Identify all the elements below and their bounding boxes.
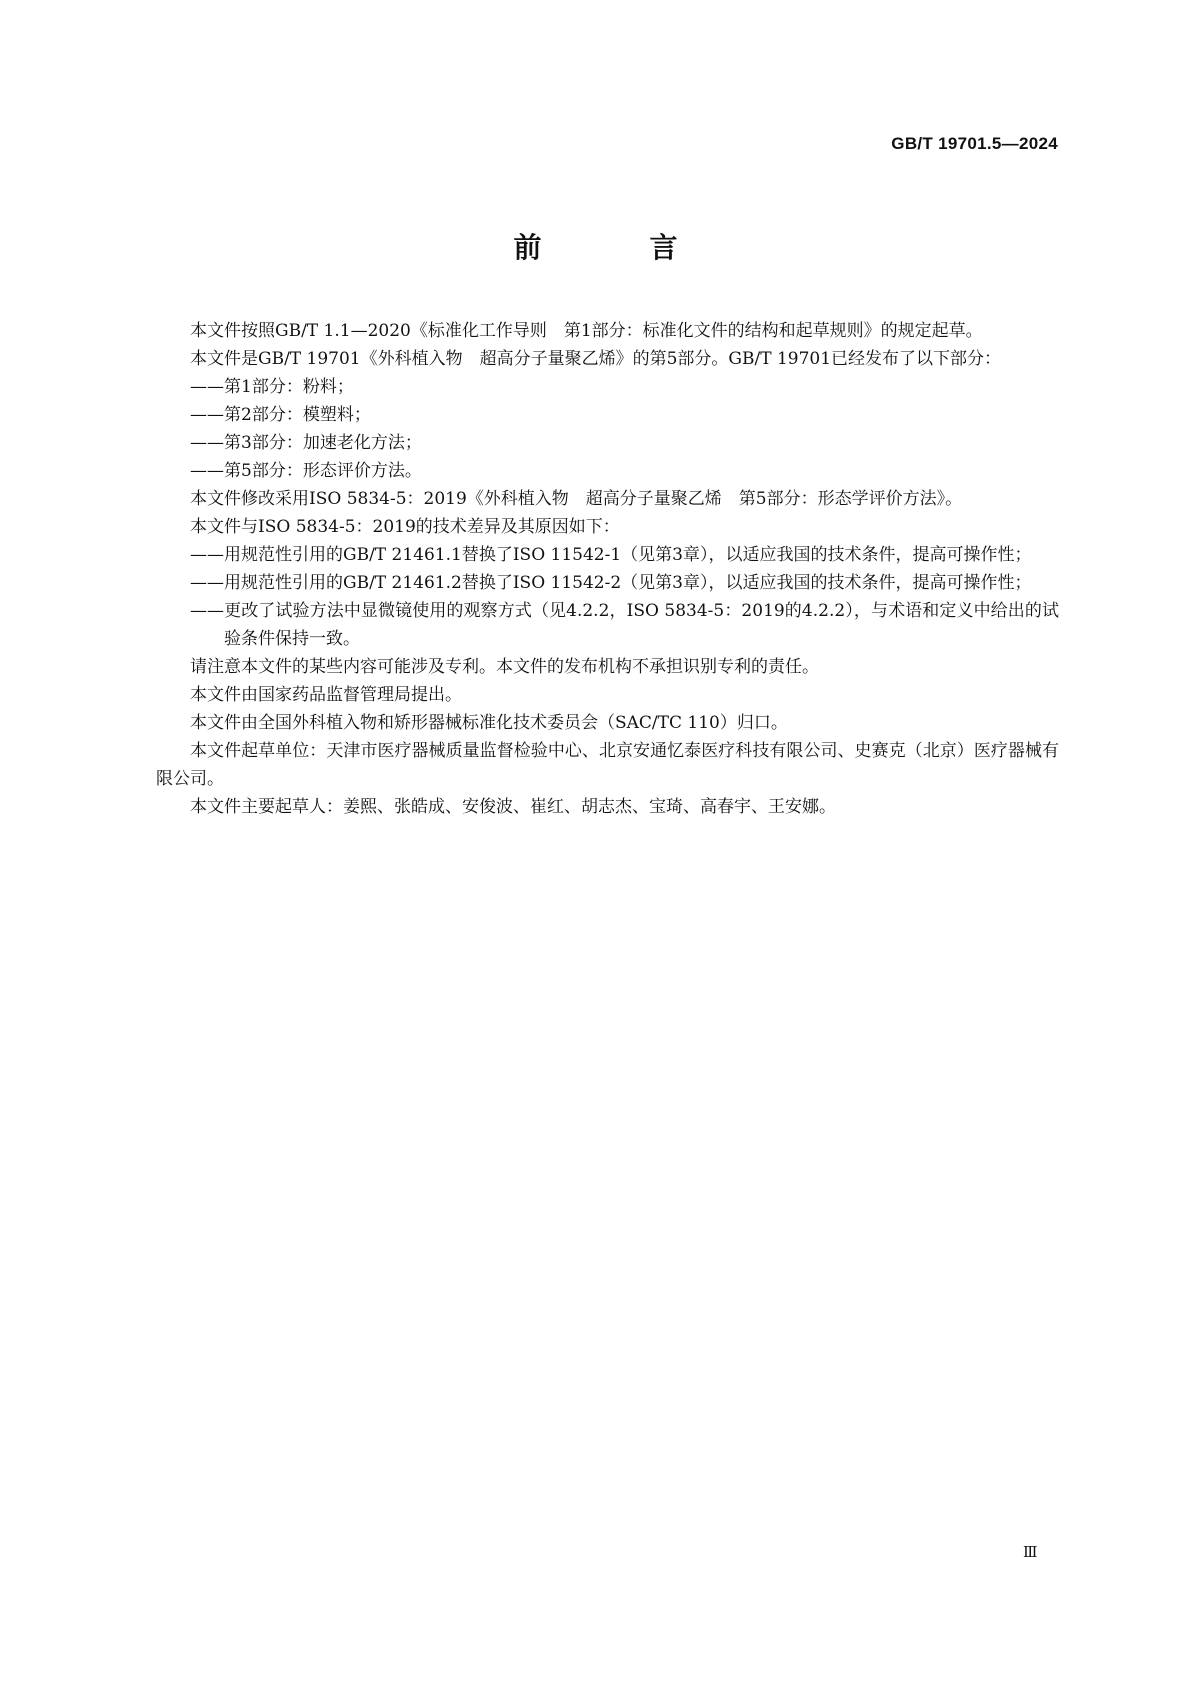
- paragraph-drafters: 本文件主要起草人：姜熙、张皓成、安俊波、崔红、胡志杰、宝琦、高春宇、王安娜。: [190, 797, 836, 817]
- page-title: 前 言: [513, 231, 718, 264]
- paragraph-differences-intro: 本文件与ISO 5834-5：2019的技术差异及其原因如下：: [190, 517, 620, 537]
- standard-code: GB/T 19701.5—2024: [891, 134, 1058, 153]
- paragraph-patent-notice: 请注意本文件的某些内容可能涉及专利。本文件的发布机构不承担识别专利的责任。: [190, 657, 819, 677]
- paragraph-drafting-units: 本文件起草单位：天津市医疗器械质量监督检验中心、北京安通忆泰医疗科技有限公司、史赛克（北京）医疗器械有限公司。: [156, 741, 1059, 789]
- paragraph-series-intro: 本文件是GB/T 19701《外科植入物 超高分子量聚乙烯》的第5部分。GB/T 19701已经发布了以下部分：: [190, 349, 1002, 369]
- paragraph-adoption: 本文件修改采用ISO 5834-5：2019《外科植入物 超高分子量聚乙烯 第5部分：形态学评价方法》。: [190, 489, 963, 509]
- paragraph-proposer: 本文件由国家药品监督管理局提出。: [190, 685, 462, 705]
- page-number: Ⅲ: [1023, 1543, 1038, 1561]
- list-item-difference: ——用规范性引用的GB/T 21461.2替换了ISO 11542-2（见第3章），以适应我国的技术条件，提高可操作性；: [190, 573, 1032, 593]
- list-item-part: ——第1部分：粉料；: [190, 377, 354, 397]
- list-item-difference: ——用规范性引用的GB/T 21461.1替换了ISO 11542-1（见第3章），以适应我国的技术条件，提高可操作性；: [190, 545, 1032, 565]
- list-item-part: ——第2部分：模塑料；: [190, 405, 371, 425]
- paragraph-drafting-rules: 本文件按照GB/T 1.1—2020《标准化工作导则 第1部分：标准化文件的结构和起草规则》的规定起草。: [190, 321, 983, 341]
- list-item-part: ——第5部分：形态评价方法。: [190, 461, 422, 481]
- list-item-difference: ——更改了试验方法中显微镜使用的观察方式（见4.2.2，ISO 5834-5：2019的4.2.2），与术语和定义中给出的试验条件保持一致。: [190, 601, 1059, 649]
- foreword-body: [156, 317, 1059, 821]
- paragraph-committee: 本文件由全国外科植入物和矫形器械标准化技术委员会（SAC/TC 110）归口。: [190, 713, 788, 733]
- list-item-part: ——第3部分：加速老化方法；: [190, 433, 422, 453]
